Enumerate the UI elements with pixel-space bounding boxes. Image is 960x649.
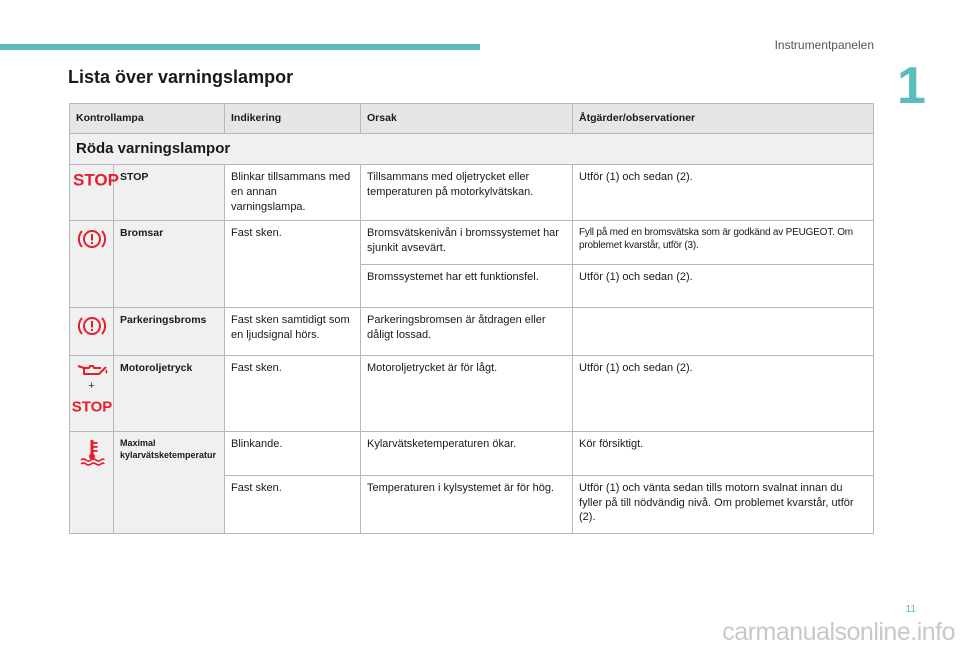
action-cell: Utför (1) och vänta sedan tills motorn svalnat innan du fyller på till nödvändig nivå. Om problemet kvarstår, utför (2). <box>573 475 874 533</box>
brake-icon-cell <box>70 220 114 307</box>
header-indikering: Indikering <box>225 104 361 134</box>
indication-cell: Blinkande. <box>225 431 361 475</box>
section-title: Röda varningslampor <box>70 134 874 165</box>
lamp-name: STOP <box>114 165 225 221</box>
table-header-row <box>70 104 874 134</box>
page-number: 11 <box>905 604 916 615</box>
header-atgarder: Åtgärder/observationer <box>573 104 874 134</box>
warning-lamps-table <box>69 103 874 534</box>
brake-warning-icon <box>77 226 107 252</box>
cause-cell: Bromsvätskenivån i bromssystemet har sjunkit avsevärt. <box>361 220 573 264</box>
header-orsak: Orsak <box>361 104 573 134</box>
svg-text:STOP: STOP <box>71 398 112 416</box>
indication-cell: Fast sken. <box>225 475 361 533</box>
table-row <box>70 307 874 355</box>
cause-cell: Kylarvätsketemperaturen ökar. <box>361 431 573 475</box>
lamp-name: Parkeringsbroms <box>114 307 225 355</box>
oil-pressure-icon-cell <box>70 355 114 431</box>
action-cell: Kör försiktigt. <box>573 431 874 475</box>
cause-cell: Parkeringsbromsen är åtdragen eller dåligt lossad. <box>361 307 573 355</box>
action-cell: Utför (1) och sedan (2). <box>573 355 874 431</box>
lamp-name: Maximal kylarvätsketemperatur <box>114 431 225 533</box>
page-title: Lista över varningslampor <box>68 67 294 87</box>
parking-brake-icon-cell <box>70 307 114 355</box>
stop-icon-cell <box>70 165 119 221</box>
section-row <box>70 134 874 165</box>
cause-cell: Bromssystemet har ett funktionsfel. <box>361 264 573 307</box>
table-row <box>70 165 874 221</box>
plus-sign: + <box>88 379 95 392</box>
cause-cell: Tillsammans med oljetrycket eller temperaturen på motorkylvätskan. <box>361 165 573 221</box>
indication-cell: Fast sken. <box>225 220 361 307</box>
action-cell <box>573 307 874 355</box>
stop-icon <box>73 170 119 190</box>
lamp-name: Bromsar <box>114 220 225 307</box>
stop-icon <box>71 396 112 416</box>
cause-cell: Temperaturen i kylsystemet är för hög. <box>361 475 573 533</box>
watermark: carmanualsonline.info <box>722 618 955 646</box>
header-kontrollampa: Kontrollampa <box>70 104 225 134</box>
coolant-icon-cell <box>70 431 114 533</box>
chapter-number: 1 <box>897 57 926 115</box>
table-row <box>70 355 874 431</box>
action-cell: Utför (1) och sedan (2). <box>573 264 874 307</box>
action-cell: Fyll på med en bromsvätska som är godkänd av PEUGEOT. Om problemet kvarstår, utför (3). <box>573 220 874 264</box>
top-accent-bar <box>0 44 480 50</box>
table-row <box>70 431 874 475</box>
indication-cell: Fast sken. <box>225 355 361 431</box>
cause-cell: Motoroljetrycket är för lågt. <box>361 355 573 431</box>
coolant-temperature-icon <box>77 437 107 467</box>
table-row <box>70 220 874 264</box>
running-title: Instrumentpanelen <box>774 38 874 52</box>
action-cell: Utför (1) och sedan (2). <box>573 165 874 221</box>
parking-brake-icon <box>77 313 107 339</box>
svg-text:STOP: STOP <box>73 170 119 190</box>
indication-cell: Blinkar tillsammans med en annan varningslampa. <box>225 165 361 221</box>
indication-cell: Fast sken samtidigt som en ljudsignal hörs. <box>225 307 361 355</box>
oil-can-icon <box>75 361 109 377</box>
lamp-name: Motoroljetryck <box>114 355 225 431</box>
